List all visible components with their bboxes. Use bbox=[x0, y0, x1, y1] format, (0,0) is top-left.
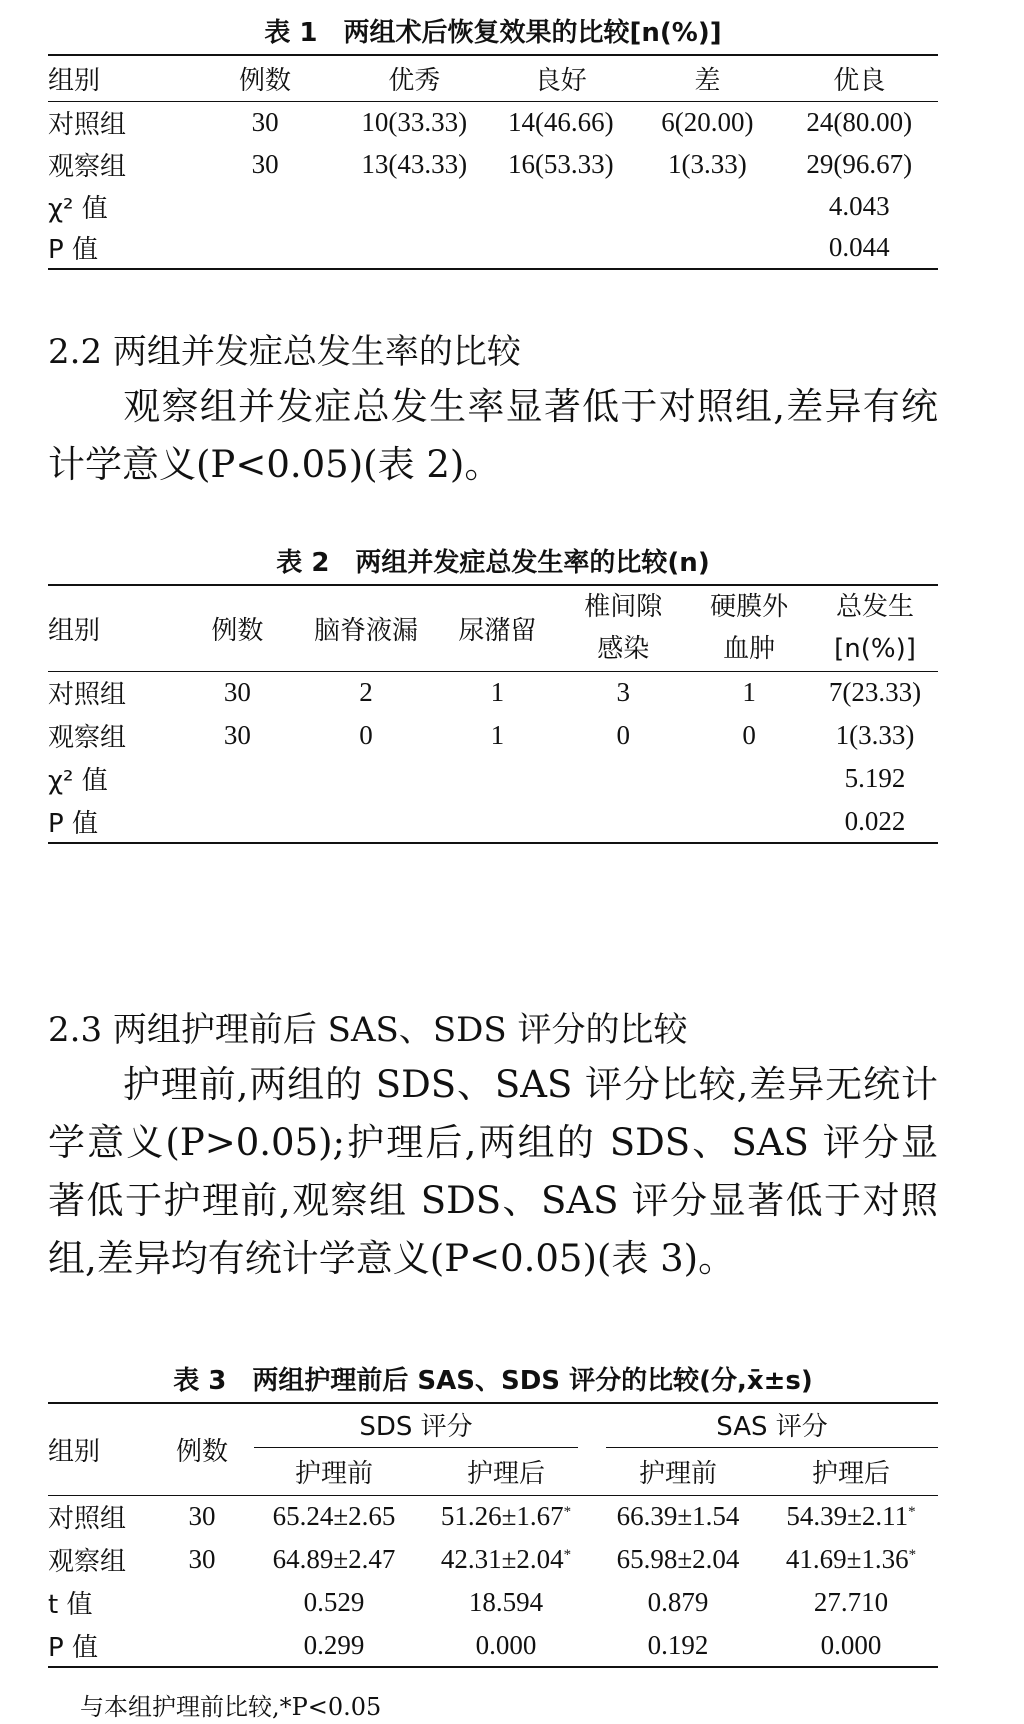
table-cell: 对照组 bbox=[48, 109, 127, 140]
table2 bbox=[48, 584, 938, 844]
table-cell: 65.24±2.65 bbox=[272, 1501, 396, 1532]
table3-header-row bbox=[48, 1403, 938, 1449]
table-cell: 66.39±1.54 bbox=[616, 1501, 740, 1532]
table-cell: 3 bbox=[616, 677, 630, 708]
table-row bbox=[48, 1624, 938, 1667]
chi-square-label: χ² 值 bbox=[48, 766, 108, 796]
p-value-label: P 值 bbox=[48, 800, 177, 843]
table-cell: 2 bbox=[359, 677, 373, 708]
table-cell: 30 bbox=[251, 148, 279, 179]
table-row bbox=[48, 143, 938, 185]
table-cell bbox=[420, 1495, 592, 1538]
table3-header-cell: 例数 bbox=[156, 1403, 248, 1495]
table3 bbox=[48, 1402, 938, 1668]
section-2-3-paragraph bbox=[48, 1056, 938, 1288]
table1-header-cell: 优良 bbox=[781, 55, 938, 101]
section-2-2-paragraph bbox=[48, 378, 938, 494]
table-row bbox=[48, 101, 938, 143]
table-cell: 观察组 bbox=[48, 723, 127, 753]
t-value: 18.594 bbox=[468, 1587, 544, 1617]
table-cell: 30 bbox=[223, 677, 251, 708]
table-cell: 0 bbox=[616, 720, 630, 750]
paragraph-text: 护理前,两组的 SDS、SAS 评分比较,差异无统计学意义(P>0.05);护理后,两组的 SDS、SAS 评分显著低于护理前,观察组 SDS、SAS 评分显著低于对照组,差异均有统计学意义(P<0.05)(表 3)。 bbox=[48, 1063, 938, 1280]
table-cell: 14(46.66) bbox=[507, 106, 614, 137]
cell-value: 41.69±1.36 bbox=[785, 1544, 909, 1574]
table3-header-cell: 组别 bbox=[48, 1403, 156, 1495]
table-cell: 30 bbox=[251, 106, 279, 137]
chi-square-label: χ² 值 bbox=[48, 193, 108, 224]
table-cell: 1(3.33) bbox=[667, 148, 747, 179]
table1-header-cell: 优秀 bbox=[341, 55, 488, 101]
cell-value: 42.31±2.04 bbox=[440, 1544, 564, 1574]
table2-header-cell: 组别 bbox=[48, 585, 177, 671]
significance-mark: * bbox=[908, 1504, 916, 1521]
table-row bbox=[48, 714, 938, 757]
section-heading-2-2: 2.2 两组并发症总发生率的比较 bbox=[48, 332, 521, 372]
table-cell: 对照组 bbox=[48, 680, 127, 711]
table-cell bbox=[764, 1495, 938, 1538]
p-value-label: P 值 bbox=[48, 227, 189, 269]
table3-footnote: 与本组护理前比较,*P<0.05 bbox=[80, 1693, 382, 1721]
sds-group-header bbox=[248, 1403, 592, 1449]
p-value: 0.000 bbox=[764, 1624, 938, 1667]
table-cell bbox=[764, 1538, 938, 1581]
p-value: 0.044 bbox=[781, 227, 938, 269]
sds-header-label: SDS 评分 bbox=[254, 1406, 578, 1448]
table3-header-cell: 护理后 bbox=[420, 1449, 592, 1495]
table-cell: 16(53.33) bbox=[507, 148, 614, 179]
sas-group-header bbox=[592, 1403, 938, 1449]
sas-header-label: SAS 评分 bbox=[606, 1406, 938, 1448]
table-cell: 1 bbox=[490, 677, 505, 708]
table3-header-cell: 护理前 bbox=[248, 1449, 420, 1495]
table1-header-cell: 良好 bbox=[488, 55, 635, 101]
table2-header-cell: 椎间隙 感染 bbox=[560, 585, 686, 671]
table-cell: 24(80.00) bbox=[806, 106, 913, 137]
paragraph-text: 观察组并发症总发生率显著低于对照组,差异有统计学意义(P<0.05)(表 2)。 bbox=[48, 385, 938, 486]
table1-header-row bbox=[48, 55, 938, 101]
table-cell: 1 bbox=[490, 720, 505, 750]
table-cell: 0 bbox=[359, 720, 373, 750]
chi-square-value: 5.192 bbox=[844, 763, 906, 793]
t-value-label: t 值 bbox=[48, 1590, 93, 1620]
table-cell: 10(33.33) bbox=[361, 106, 468, 137]
table-cell: 29(96.67) bbox=[806, 148, 913, 179]
table-cell: 7(23.33) bbox=[828, 677, 922, 708]
table-cell: 1 bbox=[742, 677, 756, 708]
table-cell: 65.98±2.04 bbox=[616, 1544, 740, 1574]
t-value: 27.710 bbox=[813, 1587, 889, 1617]
table3-header-cell: 护理前 bbox=[592, 1449, 764, 1495]
table2-header-cell: 总发生 [n(%)] bbox=[812, 585, 938, 671]
table1-caption: 表 1 两组术后恢复效果的比较[n(%)] bbox=[264, 18, 722, 48]
t-value: 0.529 bbox=[303, 1587, 365, 1617]
table-cell: 30 bbox=[188, 1501, 216, 1532]
table2-header-cell: 脑脊液漏 bbox=[298, 585, 435, 671]
p-value: 0.299 bbox=[248, 1624, 420, 1667]
table2-header-cell: 尿潴留 bbox=[434, 585, 560, 671]
table-row bbox=[48, 185, 938, 227]
table3-header-cell: 护理后 bbox=[764, 1449, 938, 1495]
table-cell: 观察组 bbox=[48, 151, 127, 182]
table1-header-cell: 组别 bbox=[48, 55, 189, 101]
section-heading-2-3: 2.3 两组护理前后 SAS、SDS 评分的比较 bbox=[48, 1010, 688, 1050]
table-cell: 30 bbox=[223, 720, 251, 750]
significance-mark: * bbox=[908, 1547, 917, 1563]
table-cell: 0 bbox=[742, 720, 756, 750]
table-row bbox=[48, 1538, 938, 1581]
table-cell bbox=[420, 1538, 592, 1581]
cell-value: 54.39±2.11 bbox=[786, 1501, 909, 1532]
table-row bbox=[48, 671, 938, 714]
table2-header-row bbox=[48, 585, 938, 671]
table-cell: 观察组 bbox=[48, 1547, 127, 1577]
table-cell: 64.89±2.47 bbox=[272, 1544, 396, 1574]
table-cell: 1(3.33) bbox=[835, 720, 915, 750]
p-value: 0.192 bbox=[592, 1624, 764, 1667]
significance-mark: * bbox=[563, 1504, 572, 1521]
table-cell: 13(43.33) bbox=[361, 148, 468, 179]
table2-header-cell: 例数 bbox=[177, 585, 297, 671]
table-cell: 对照组 bbox=[48, 1504, 127, 1535]
cell-value: 51.26±1.67 bbox=[440, 1501, 564, 1532]
table-row bbox=[48, 800, 938, 843]
significance-mark: * bbox=[563, 1547, 572, 1563]
table-row bbox=[48, 757, 938, 800]
table-cell: 6(20.00) bbox=[661, 106, 754, 137]
p-value: 0.000 bbox=[420, 1624, 592, 1667]
chi-square-value: 4.043 bbox=[828, 190, 890, 221]
table1-header-cell: 差 bbox=[634, 55, 781, 101]
table-row bbox=[48, 1581, 938, 1624]
table-cell: 30 bbox=[188, 1544, 216, 1574]
table-row bbox=[48, 227, 938, 269]
p-value: 0.022 bbox=[812, 800, 938, 843]
table-row bbox=[48, 1495, 938, 1538]
table2-caption: 表 2 两组并发症总发生率的比较(n) bbox=[276, 548, 710, 578]
p-value-label: P 值 bbox=[48, 1624, 156, 1667]
table2-header-cell: 硬膜外 血肿 bbox=[686, 585, 812, 671]
table3-caption: 表 3 两组护理前后 SAS、SDS 评分的比较(分,x̄±s) bbox=[173, 1366, 813, 1396]
table1 bbox=[48, 54, 938, 270]
table1-header-cell: 例数 bbox=[189, 55, 341, 101]
t-value: 0.879 bbox=[647, 1587, 709, 1617]
